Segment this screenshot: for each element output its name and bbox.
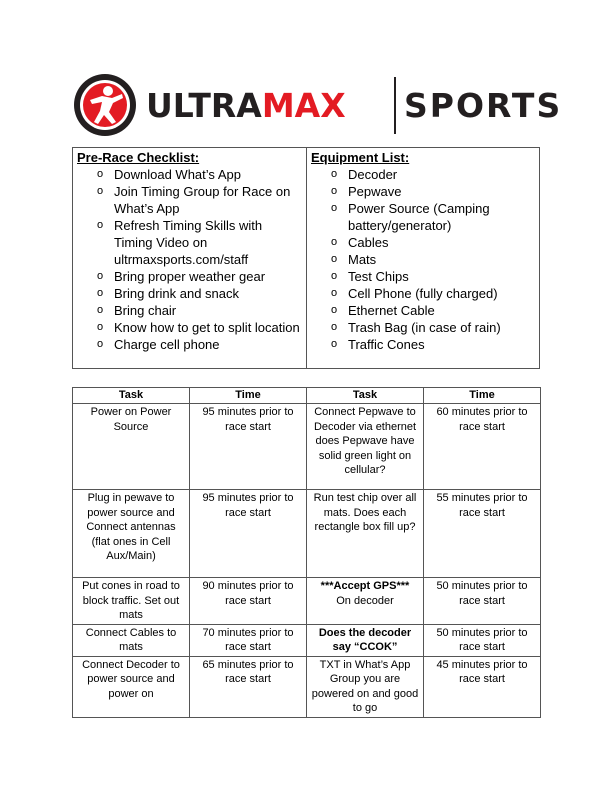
task-cell: Put cones in road to block traffic. Set out mats <box>73 578 190 625</box>
equipment-list-items <box>311 166 535 353</box>
list-item-text: Know how to get to split location <box>114 320 300 335</box>
bullet-icon: o <box>97 185 104 197</box>
column-header-time: Time <box>424 388 541 404</box>
list-item-text: Traffic Cones <box>348 337 425 352</box>
bullet-icon: o <box>331 287 338 299</box>
list-item-text: Power Source (Camping battery/generator) <box>348 201 490 233</box>
list-item <box>311 285 535 302</box>
list-item <box>311 336 535 353</box>
table-row <box>73 578 541 625</box>
list-item-text: Join Timing Group for Race on What’s App <box>114 184 291 216</box>
bullet-icon: o <box>331 253 338 265</box>
list-item <box>77 285 302 302</box>
task-cell: Connect Decoder to power source and power on <box>73 656 190 717</box>
table-row <box>73 656 541 717</box>
logo-word-ultra: ULTRA <box>146 85 262 125</box>
bullet-icon: o <box>97 168 104 180</box>
list-item <box>77 268 302 285</box>
task-cell: Connect Pepwave to Decoder via ethernet does Pepwave have solid green light on cellular? <box>307 404 424 490</box>
bullet-icon: o <box>331 338 338 350</box>
list-item <box>311 302 535 319</box>
list-item <box>311 268 535 285</box>
list-item-text: Bring drink and snack <box>114 286 240 301</box>
list-item <box>77 183 302 217</box>
list-item-text: Ethernet Cable <box>348 303 435 318</box>
time-cell: 60 minutes prior to race start <box>424 404 541 490</box>
list-item <box>311 319 535 336</box>
table-row <box>73 490 541 578</box>
ultramax-sports-logo <box>72 70 563 140</box>
bullet-icon: o <box>331 304 338 316</box>
time-cell: 65 minutes prior to race start <box>190 656 307 717</box>
task-cell: Run test chip over all mats. Does each rectangle box fill up? <box>307 490 424 578</box>
list-item-text: Download What’s App <box>114 167 241 182</box>
logo-word-sports: SPORTS <box>404 85 563 125</box>
equipment-list <box>307 148 539 368</box>
task-cell: Does the decoder say “CCOK” <box>307 624 424 656</box>
logo-word-max: MAX <box>261 85 346 125</box>
list-item-text: Trash Bag (in case of rain) <box>348 320 501 335</box>
time-cell: 50 minutes prior to race start <box>424 624 541 656</box>
equipment-list-title: Equipment List: <box>311 150 410 165</box>
list-item-text: Bring chair <box>114 303 177 318</box>
list-item <box>77 302 302 319</box>
list-item <box>311 200 535 234</box>
column-header-time: Time <box>190 388 307 404</box>
pre-race-checklist-title: Pre-Race Checklist: <box>77 150 200 165</box>
list-item-text: Test Chips <box>348 269 409 284</box>
bullet-icon: o <box>97 304 104 316</box>
list-item-text: Cell Phone (fully charged) <box>348 286 498 301</box>
bullet-icon: o <box>331 321 338 333</box>
logo-divider <box>394 77 396 134</box>
checklist-table <box>72 147 540 369</box>
list-item <box>77 166 302 183</box>
list-item <box>311 234 535 251</box>
list-item <box>77 319 302 336</box>
list-item-text: Refresh Timing Skills with Timing Video on ultrmaxsports.com/staff <box>114 218 263 267</box>
bullet-icon: o <box>331 236 338 248</box>
task-timeline-table <box>72 387 541 718</box>
list-item <box>311 183 535 200</box>
time-cell: 45 minutes prior to race start <box>424 656 541 717</box>
list-item-text: Bring proper weather gear <box>114 269 266 284</box>
time-cell: 70 minutes prior to race start <box>190 624 307 656</box>
table-header-row <box>73 388 541 404</box>
list-item <box>77 336 302 353</box>
table-row <box>73 624 541 656</box>
task-cell <box>307 578 424 625</box>
runner-emblem-icon <box>72 72 138 138</box>
column-header-task: Task <box>73 388 190 404</box>
task-cell: Connect Cables to mats <box>73 624 190 656</box>
list-item <box>311 251 535 268</box>
time-cell: 55 minutes prior to race start <box>424 490 541 578</box>
bullet-icon: o <box>331 202 338 214</box>
bullet-icon: o <box>97 338 104 350</box>
time-cell: 95 minutes prior to race start <box>190 404 307 490</box>
time-cell: 95 minutes prior to race start <box>190 490 307 578</box>
bullet-icon: o <box>331 185 338 197</box>
bullet-icon: o <box>97 287 104 299</box>
list-item-text: Pepwave <box>348 184 402 199</box>
bullet-icon: o <box>331 168 338 180</box>
list-item <box>77 217 302 268</box>
time-cell: 50 minutes prior to race start <box>424 578 541 625</box>
task-cell-bold: ***Accept GPS*** <box>320 580 410 592</box>
pre-race-checklist-items <box>77 166 302 353</box>
logo-wordmark <box>146 84 346 126</box>
list-item <box>311 166 535 183</box>
bullet-icon: o <box>97 270 104 282</box>
list-item-text: Mats <box>348 252 377 267</box>
bullet-icon: o <box>97 219 104 231</box>
list-item-text: Cables <box>348 235 389 250</box>
task-cell: Plug in pewave to power source and Connect antennas (flat ones in Cell Aux/Main) <box>73 490 190 578</box>
bullet-icon: o <box>331 270 338 282</box>
list-item-text: Charge cell phone <box>114 337 220 352</box>
task-cell: Power on Power Source <box>73 404 190 490</box>
column-header-task: Task <box>307 388 424 404</box>
bullet-icon: o <box>97 321 104 333</box>
list-item-text: Decoder <box>348 167 398 182</box>
task-cell-text: On decoder <box>336 594 394 607</box>
table-row <box>73 404 541 490</box>
task-cell: TXT in What’s App Group you are powered on and good to go <box>307 656 424 717</box>
time-cell: 90 minutes prior to race start <box>190 578 307 625</box>
pre-race-checklist <box>73 148 307 368</box>
